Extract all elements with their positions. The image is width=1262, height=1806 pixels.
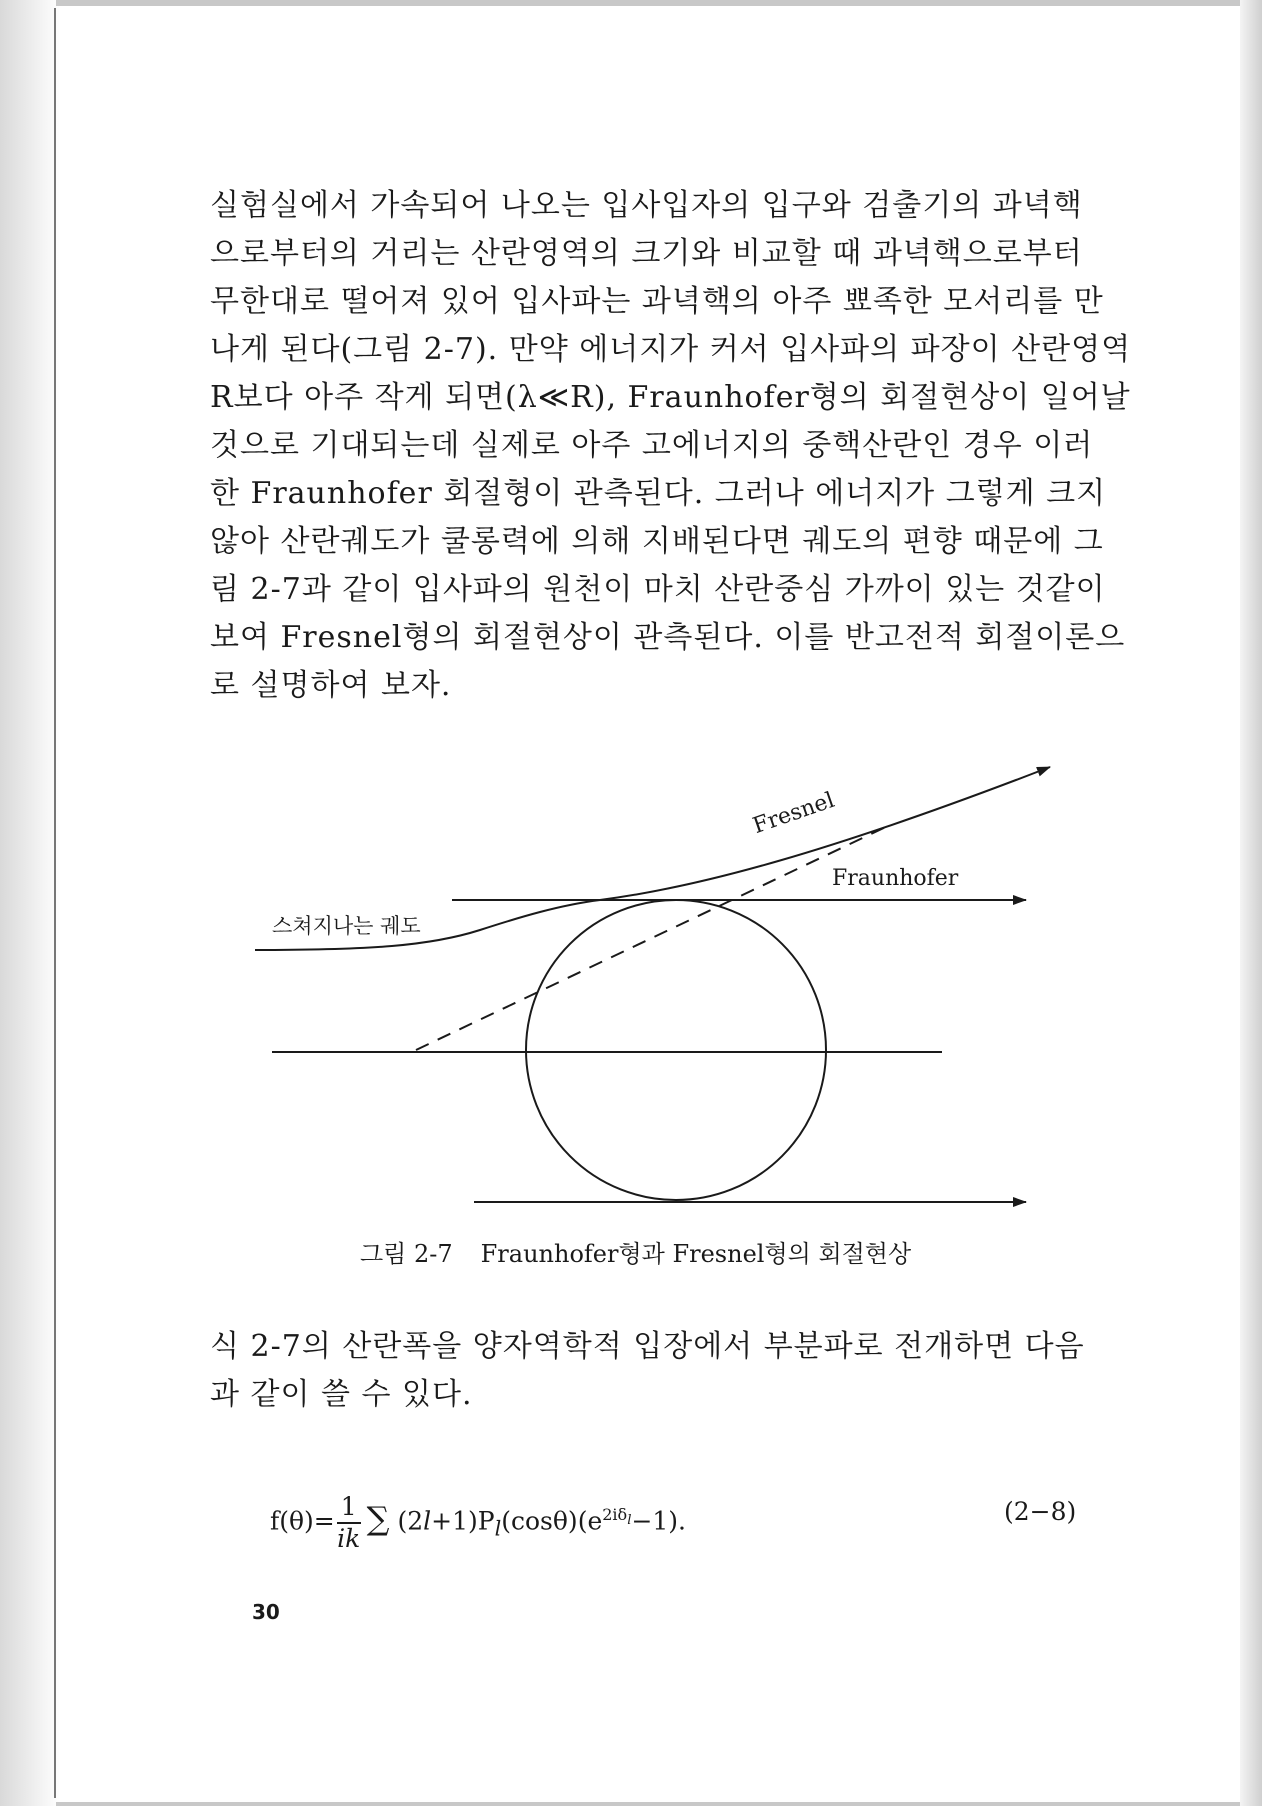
page-edge-top bbox=[56, 0, 1240, 6]
label-fresnel: Fresnel bbox=[749, 787, 838, 839]
label-fraunhofer: Fraunhofer bbox=[832, 866, 959, 891]
eq-l2: l bbox=[494, 1516, 502, 1541]
eq-term4: −1). bbox=[631, 1506, 687, 1536]
eq-term1: (2 bbox=[397, 1506, 424, 1536]
eq-lhs: f(θ)= bbox=[270, 1506, 335, 1536]
eq-term2: +1)P bbox=[431, 1506, 495, 1536]
figure-caption bbox=[360, 1234, 939, 1269]
page-edge-left bbox=[0, 0, 60, 1806]
equation-number: (2−8) bbox=[1004, 1497, 1077, 1526]
eq-exp-sub: l bbox=[627, 1513, 632, 1529]
text-line: 로 설명하여 보자. bbox=[210, 668, 452, 703]
body-paragraph-1 bbox=[210, 182, 1132, 710]
text-line: 무한대로 떨어져 있어 입사파는 과녁핵의 아주 뾰족한 모서리를 만 bbox=[210, 284, 1104, 319]
label-grazing-orbit: 스쳐지나는 궤도 bbox=[272, 914, 421, 938]
text-line: 않아 산란궤도가 쿨롱력에 의해 지배된다면 궤도의 편향 때문에 그 bbox=[210, 524, 1104, 559]
eq-term3: (cosθ)(e bbox=[501, 1506, 603, 1536]
text-line: 림 2-7과 같이 입사파의 원천이 마치 산란중심 가까이 있는 것같이 bbox=[210, 572, 1106, 607]
diffraction-diagram bbox=[180, 742, 1100, 1242]
page-number: 30 bbox=[252, 1600, 280, 1624]
text-line: 식 2-7의 산란폭을 양자역학적 입장에서 부분파로 전개하면 다음 bbox=[210, 1329, 1085, 1364]
diffraction-figure bbox=[180, 742, 1100, 1242]
dashed-asymptote bbox=[416, 824, 892, 1050]
text-line: 보여 Fresnel형의 회절현상이 관측된다. 이를 반고전적 회절이론으 bbox=[210, 620, 1126, 655]
scattering-circle bbox=[526, 900, 826, 1200]
body-paragraph-2 bbox=[210, 1323, 1110, 1419]
equation-2-8 bbox=[270, 1492, 686, 1554]
page-edge-bottom bbox=[56, 1802, 1240, 1806]
text-line: 나게 된다(그림 2-7). 만약 에너지가 커서 입사파의 파장이 산란영역 bbox=[210, 332, 1132, 367]
text-line: 과 같이 쓸 수 있다. bbox=[210, 1377, 473, 1412]
page-edge-right bbox=[1240, 0, 1262, 1806]
eq-exp: 2iδ bbox=[602, 1505, 628, 1525]
eq-fraction bbox=[337, 1492, 361, 1554]
eq-frac-den: ik bbox=[337, 1524, 361, 1553]
text-line: 으로부터의 거리는 산란영역의 크기와 비교할 때 과녁핵으로부터 bbox=[210, 236, 1083, 271]
eq-sum: ∑ bbox=[366, 1499, 390, 1538]
text-line: 실험실에서 가속되어 나오는 입사입자의 입구와 검출기의 과녁핵 bbox=[210, 188, 1083, 223]
text-line: 것으로 기대되는데 실제로 아주 고에너지의 중핵산란인 경우 이러 bbox=[210, 428, 1094, 463]
eq-frac-num: 1 bbox=[337, 1492, 361, 1524]
text-line: 한 Fraunhofer 회절형이 관측된다. 그러나 에너지가 그렇게 크지 bbox=[210, 476, 1107, 511]
eq-l1: l bbox=[423, 1506, 432, 1536]
text-line: R보다 아주 작게 되면(λ≪R), Fraunhofer형의 회절현상이 일어날 bbox=[210, 380, 1131, 415]
caption-text: Fraunhofer형과 Fresnel형의 회절현상 bbox=[480, 1240, 912, 1268]
caption-number: 그림 2-7 bbox=[360, 1240, 453, 1268]
